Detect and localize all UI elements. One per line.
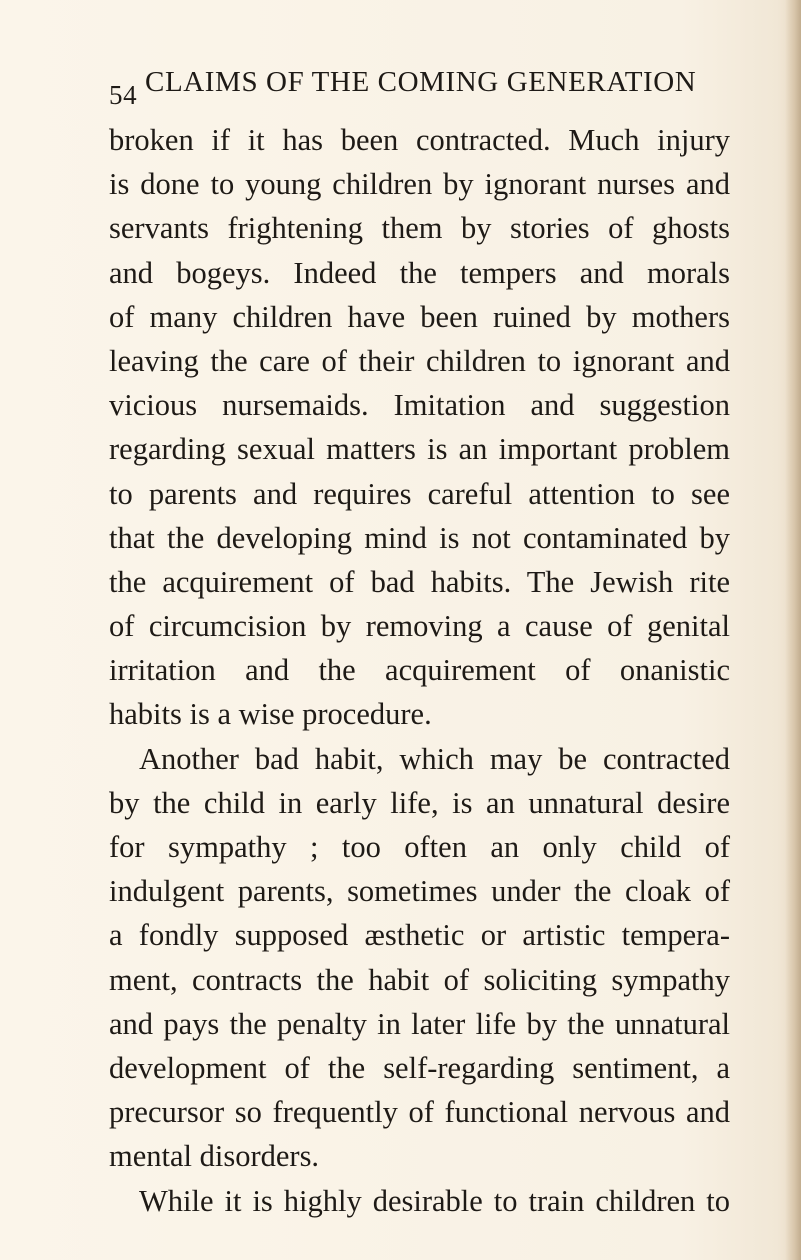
text-line: Another bad habit, which may be contracted (139, 741, 730, 776)
text-line: and bogeys. Indeed the tempers and morals (109, 255, 730, 290)
page-header (109, 66, 709, 110)
text-line: that the developing mind is not contaminated by (109, 520, 730, 555)
text-line: for sympathy ; too often an only child of (109, 830, 730, 864)
page-number: 54 (109, 80, 138, 110)
text-line: precursor so frequently of functional nervous and (109, 1095, 730, 1130)
text-line: ment, contracts the habit of soliciting sympathy (109, 962, 730, 997)
text-line: While it is highly desirable to train children to (139, 1183, 730, 1218)
text-line: leaving the care of their children to ignorant and (109, 343, 730, 378)
text-line: broken if it has been contracted. Much injury (109, 123, 730, 157)
text-line: is done to young children by ignorant nurses and (109, 167, 730, 202)
text-line: to parents and requires careful attention to see (109, 476, 730, 511)
text-line: vicious nursemaids. Imitation and suggestion (109, 388, 730, 423)
text-line: a fondly supposed æsthetic or artistic tempera- (109, 918, 730, 953)
text-line: habits is a wise procedure. (109, 697, 432, 732)
text-line: development of the self-regarding sentiment, a (109, 1050, 730, 1085)
text-line: servants frightening them by stories of ghosts (109, 211, 730, 246)
body-text (109, 118, 730, 1223)
text-line: mental disorders. (109, 1139, 320, 1174)
text-line: of many children have been ruined by mothers (109, 299, 730, 334)
text-line: indulgent parents, sometimes under the cloak of (109, 874, 730, 909)
text-line: of circumcision by removing a cause of genital (109, 609, 730, 644)
text-line: by the child in early life, is an unnatural desire (109, 785, 730, 820)
page-edge-shadow (785, 0, 801, 1260)
text-line: and pays the penalty in later life by the unnatural (109, 1006, 730, 1041)
text-line: irritation and the acquirement of onanistic (109, 653, 730, 688)
text-line: the acquirement of bad habits. The Jewish rite (109, 564, 730, 599)
text-line: regarding sexual matters is an important problem (109, 432, 730, 467)
running-head: CLAIMS OF THE COMING GENERATION (145, 66, 697, 98)
